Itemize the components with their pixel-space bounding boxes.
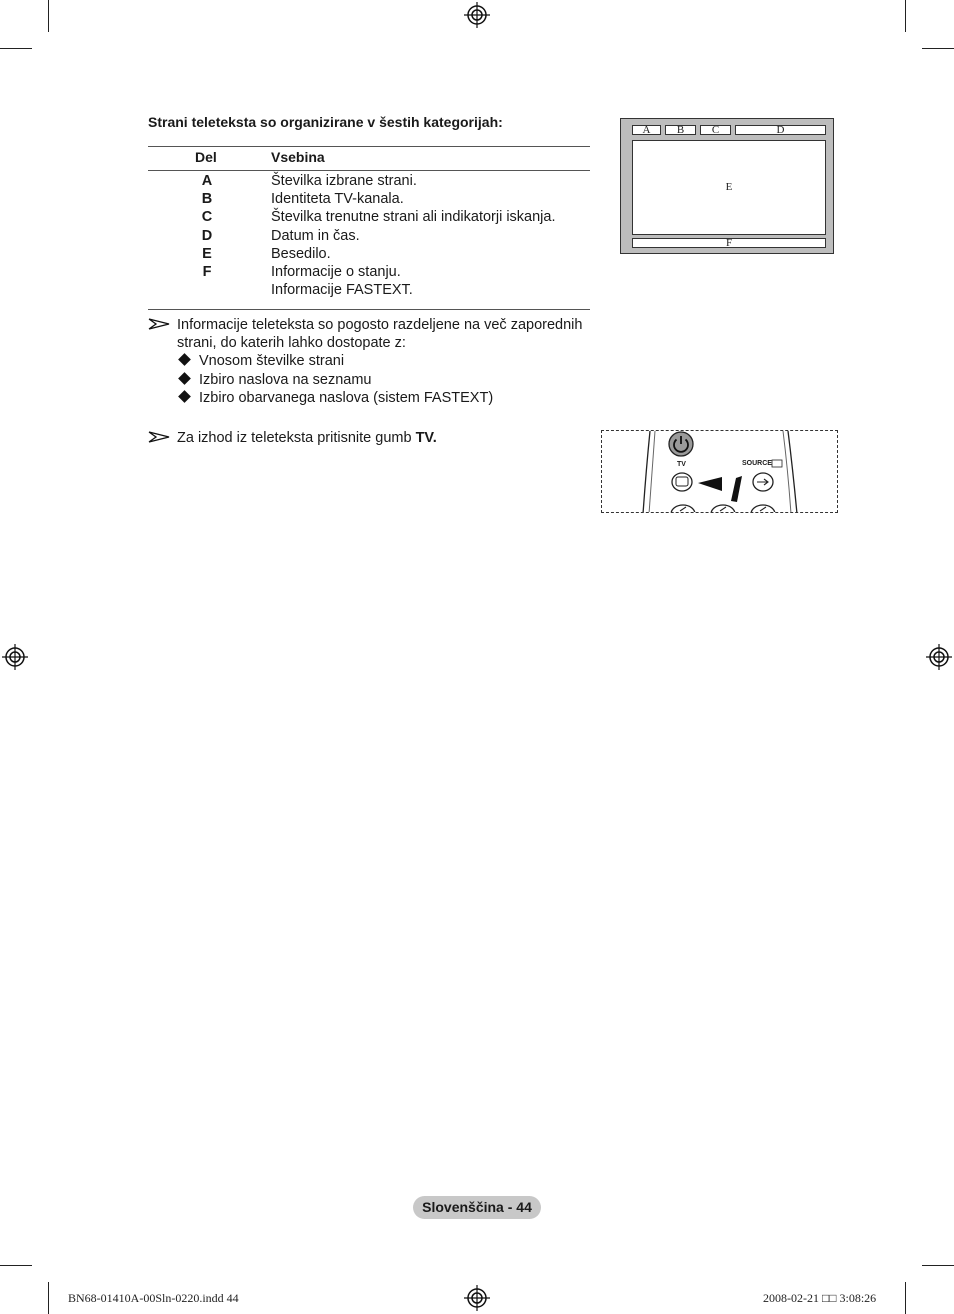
row-description: Informacije o stanju. xyxy=(271,264,401,280)
registration-mark-icon xyxy=(464,1285,490,1311)
row-description: Številka trenutne strani ali indikatorji iskanja. xyxy=(271,209,556,225)
print-slug-file: BN68-01410A-00Sln-0220.indd 44 xyxy=(68,1291,239,1305)
table-row xyxy=(148,282,590,300)
table-header-part: Del xyxy=(195,149,217,165)
teletext-area-c: C xyxy=(700,125,731,135)
remote-body-icon xyxy=(602,431,838,513)
registration-mark-icon xyxy=(2,644,28,670)
bullet-text: Izbiro naslova na seznamu xyxy=(199,372,372,388)
table-row xyxy=(148,191,590,209)
bullet-item xyxy=(178,353,344,369)
teletext-area-d: D xyxy=(735,125,826,135)
row-code: E xyxy=(202,246,212,262)
teletext-area-b: B xyxy=(665,125,696,135)
note-arrow-icon xyxy=(148,430,170,444)
diamond-bullet-icon xyxy=(178,372,191,385)
page-number-badge: Slovenščina - 44 xyxy=(413,1196,541,1219)
row-description: Informacije FASTEXT. xyxy=(271,282,413,298)
crop-mark xyxy=(905,1282,906,1314)
crop-mark xyxy=(922,1265,954,1266)
crop-mark xyxy=(905,0,906,32)
source-button-label: SOURCE xyxy=(742,460,772,467)
row-description: Datum in čas. xyxy=(271,228,360,244)
registration-mark-icon xyxy=(926,644,952,670)
row-code: F xyxy=(202,264,212,280)
crop-mark xyxy=(0,48,32,49)
row-description: Številka izbrane strani. xyxy=(271,173,417,189)
table-row xyxy=(148,209,590,227)
row-code: A xyxy=(201,173,213,189)
table-row xyxy=(148,264,590,282)
bullet-text: Vnosom številke strani xyxy=(199,353,345,369)
bullet-text: Izbiro obarvanega naslova (sistem FASTEXT) xyxy=(199,390,494,406)
teletext-area-e: E xyxy=(632,140,826,235)
table-row xyxy=(148,173,590,191)
table-row xyxy=(148,246,590,264)
crop-mark xyxy=(0,1265,32,1266)
note-line: Informacije teleteksta so pogosto razdeljene na več zaporednih xyxy=(177,317,583,333)
crop-mark xyxy=(48,0,49,32)
tv-button-label: TV xyxy=(677,461,686,468)
table-row xyxy=(148,228,590,246)
table-header-rule xyxy=(148,170,590,171)
crop-mark xyxy=(922,48,954,49)
registration-mark-icon xyxy=(464,2,490,28)
teletext-area-f: F xyxy=(632,238,826,248)
print-slug-date: 2008-02-21 □□ 3:08:26 xyxy=(763,1291,877,1305)
teletext-area-a: A xyxy=(632,125,661,135)
remote-control-illustration xyxy=(601,430,838,513)
power-button-icon[interactable] xyxy=(667,430,695,458)
row-code: D xyxy=(201,228,213,244)
note-line xyxy=(177,429,437,448)
bullet-item xyxy=(178,372,372,388)
table-bottom-rule xyxy=(148,309,590,310)
row-description: Besedilo. xyxy=(271,246,331,262)
note-text: Za izhod iz teleteksta pritisnite gumb xyxy=(177,430,416,446)
note-arrow-icon xyxy=(148,317,170,331)
row-code: C xyxy=(201,209,213,225)
table-top-rule xyxy=(148,146,590,147)
row-description: Identiteta TV-kanala. xyxy=(271,191,404,207)
diamond-bullet-icon xyxy=(178,390,191,403)
table-header-content: Vsebina xyxy=(271,149,325,165)
crop-mark xyxy=(48,1282,49,1314)
bullet-item xyxy=(178,390,493,406)
teletext-layout-diagram xyxy=(620,118,834,254)
note-bold-key: TV. xyxy=(415,430,437,446)
section-heading: Strani teleteksta so organizirane v šestih kategorijah: xyxy=(148,114,503,130)
note-line: strani, do katerih lahko dostopate z: xyxy=(177,335,406,351)
diamond-bullet-icon xyxy=(178,353,191,366)
row-code: B xyxy=(201,191,213,207)
